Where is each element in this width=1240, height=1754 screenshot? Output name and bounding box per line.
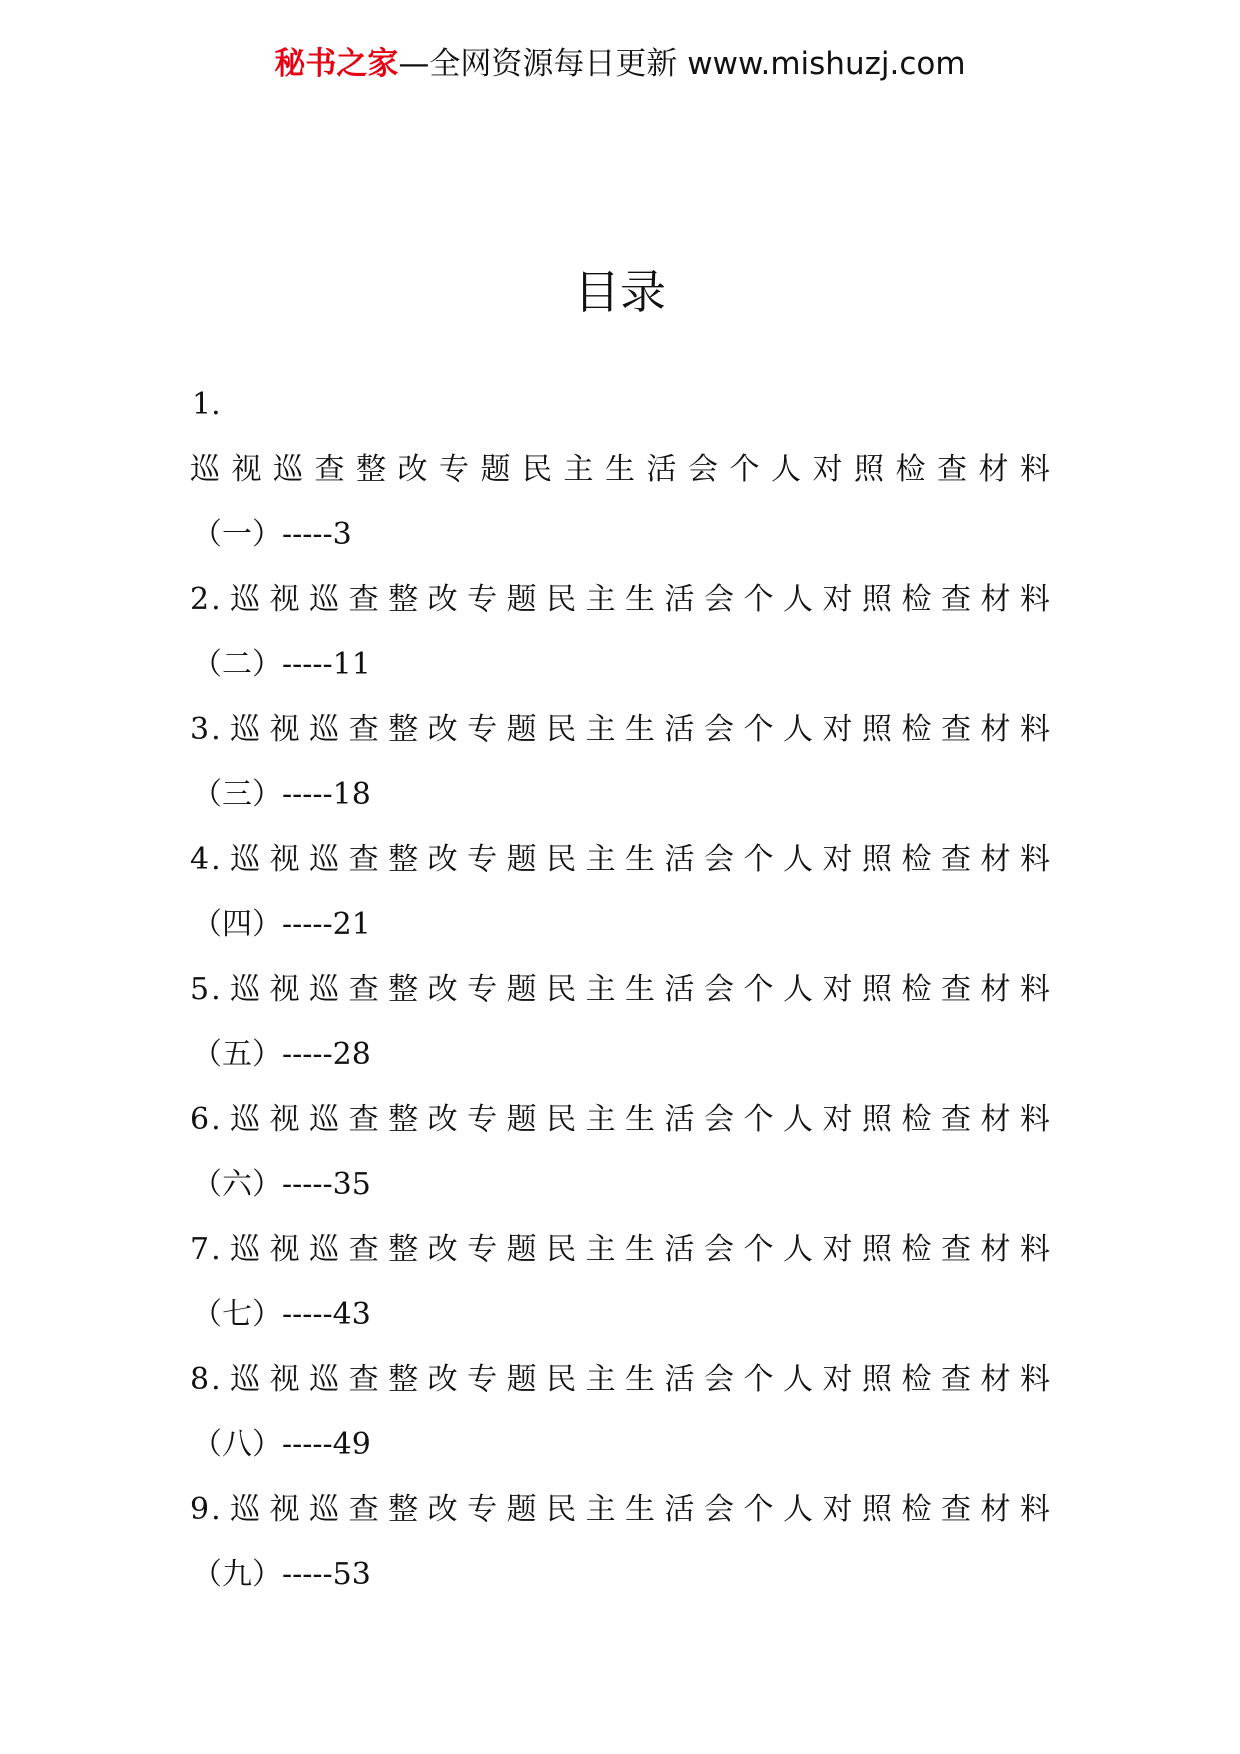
- toc-entry-page: （一）-----3: [192, 517, 352, 552]
- toc-entry-5: [190, 957, 1052, 1087]
- toc-entry-title: 8.巡视巡查整改专题民主生活会个人对照检查材料: [190, 1362, 1052, 1397]
- header-tagline: —全网资源每日更新 www.mishuzj.com: [398, 46, 966, 82]
- toc-entry-page: （三）-----18: [192, 777, 371, 812]
- toc-entry-title: 3.巡视巡查整改专题民主生活会个人对照检查材料: [190, 712, 1052, 747]
- toc-entry-8: [190, 1347, 1052, 1477]
- toc-entry-title: 5.巡视巡查整改专题民主生活会个人对照检查材料: [190, 972, 1052, 1007]
- table-of-contents: [190, 372, 1052, 1607]
- toc-entry-4: [190, 827, 1052, 957]
- toc-entry-2: [190, 567, 1052, 697]
- toc-entry-page: （九）-----53: [192, 1557, 371, 1592]
- toc-entry-3: [190, 697, 1052, 827]
- toc-entry-6: [190, 1087, 1052, 1217]
- toc-entry-page: （四）-----21: [192, 907, 371, 942]
- toc-entry-title: 6.巡视巡查整改专题民主生活会个人对照检查材料: [190, 1102, 1052, 1137]
- toc-entry-page: （七）-----43: [192, 1297, 371, 1332]
- toc-entry-page: （五）-----28: [192, 1037, 371, 1072]
- toc-entry-page: （六）-----35: [192, 1167, 371, 1202]
- toc-entry-7: [190, 1217, 1052, 1347]
- toc-entry-title: 2.巡视巡查整改专题民主生活会个人对照检查材料: [190, 582, 1052, 617]
- toc-entry-title: 7.巡视巡查整改专题民主生活会个人对照检查材料: [190, 1232, 1052, 1267]
- toc-entry-1: [190, 372, 1052, 567]
- toc-entry-page: （二）-----11: [192, 647, 371, 682]
- header-brand: 秘书之家: [274, 46, 399, 82]
- toc-entry-9: [190, 1477, 1052, 1607]
- toc-entry-title: 4.巡视巡查整改专题民主生活会个人对照检查材料: [190, 842, 1052, 877]
- toc-entry-page: （八）-----49: [192, 1427, 371, 1462]
- page-header: [0, 44, 1240, 84]
- toc-entry-title: 巡视巡查整改专题民主生活会个人对照检查材料: [190, 452, 1052, 487]
- toc-entry-title: 9.巡视巡查整改专题民主生活会个人对照检查材料: [190, 1492, 1052, 1527]
- page-title: 目录: [574, 265, 666, 319]
- toc-entry-number: 1.: [192, 387, 221, 422]
